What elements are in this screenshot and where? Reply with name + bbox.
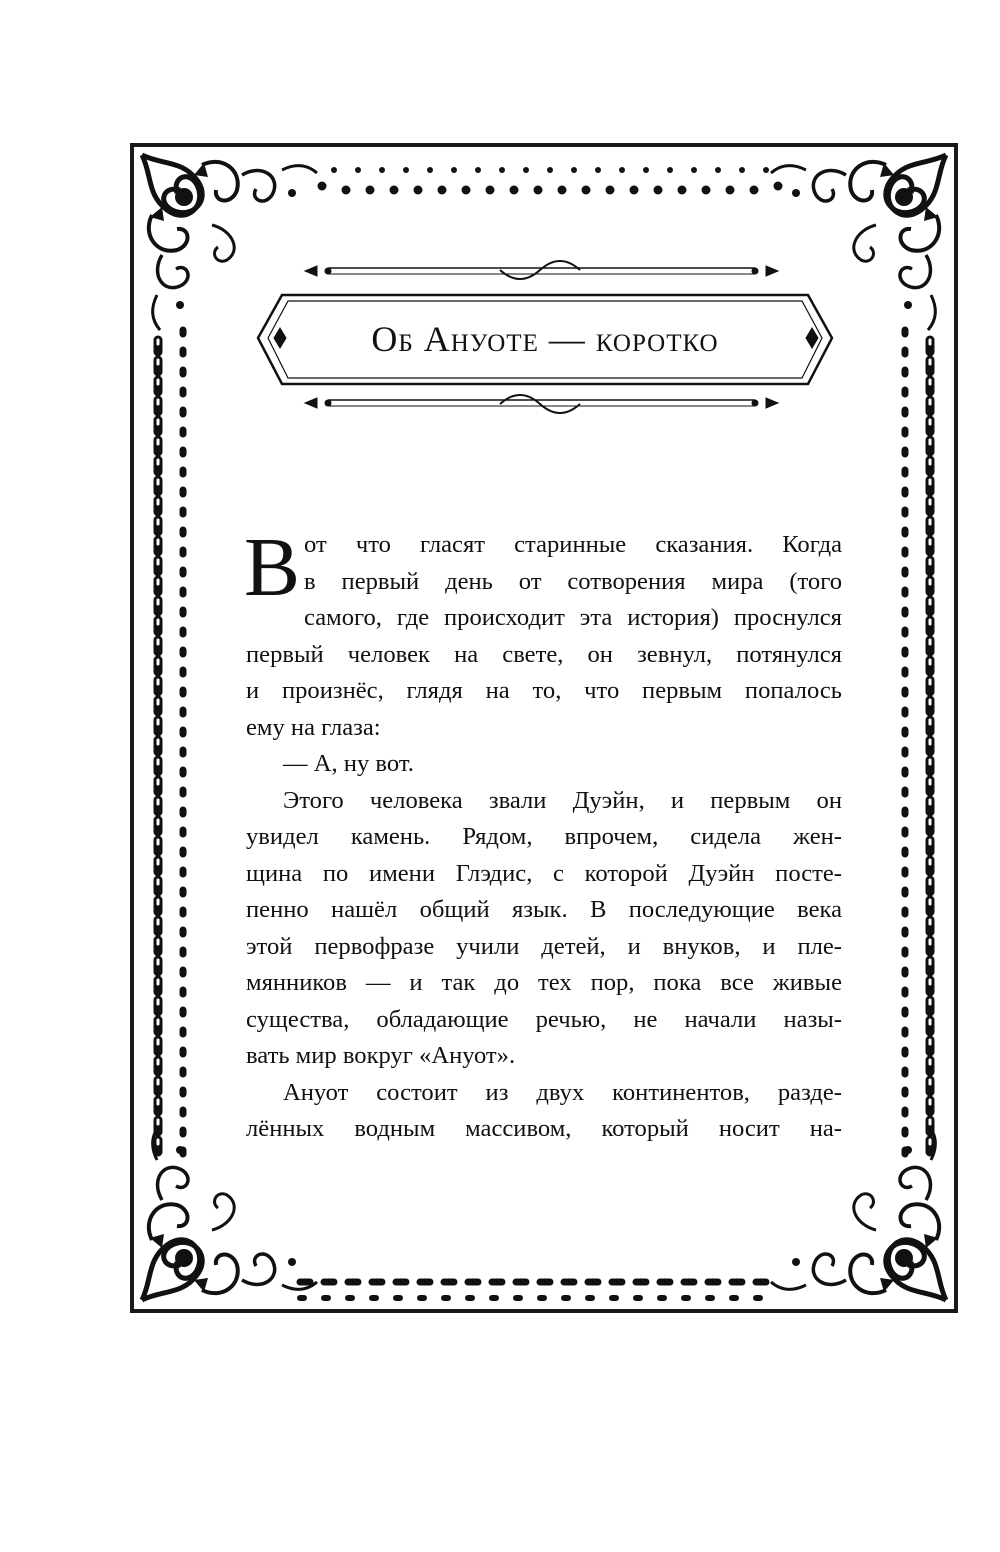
text-line: самого, где происходит эта история) проснулся xyxy=(304,604,842,631)
text-line: этой первофразе учили детей, и внуков, и пле- xyxy=(246,932,842,960)
paragraph-1 xyxy=(244,521,842,746)
body-text xyxy=(244,521,842,1148)
paragraph-3 xyxy=(246,783,842,1075)
text-line: и произнёс, глядя на то, что первым попалось xyxy=(246,677,842,704)
text-line: пенно нашёл общий язык. В последующие века xyxy=(246,896,842,923)
text-line: существа, обладающие речью, не начали назы- xyxy=(246,1005,842,1033)
drop-cap: В xyxy=(244,521,301,614)
text-line: мянников — и так до тех пор, пока все живые xyxy=(246,969,842,996)
text-line: Ануот состоит из двух континентов, разде- xyxy=(283,1078,842,1106)
top-dot-row xyxy=(318,167,783,195)
paragraph-4 xyxy=(246,1075,842,1148)
text-line: от что гласят старинные сказания. Когда xyxy=(304,531,842,558)
text-line: вать мир вокруг «Ануот». xyxy=(246,1042,516,1069)
text-line: Этого человека звали Дуэйн, и первым он xyxy=(283,786,842,814)
text-line: первый человек на свете, он зевнул, потянулся xyxy=(246,640,842,668)
text-line: в первый день от сотворения мира (того xyxy=(304,567,842,595)
text-line: щина по имени Глэдис, с которой Дуэйн посте- xyxy=(246,859,842,887)
paragraph-2 xyxy=(246,746,842,783)
text-line: увидел камень. Рядом, впрочем, сидела жен- xyxy=(246,823,842,850)
text-line: ему на глаза: xyxy=(246,713,381,741)
text-line: — А, ну вот. xyxy=(283,750,414,777)
bottom-chain-row xyxy=(300,1282,780,1298)
text-line: лённых водным массивом, который носит на- xyxy=(246,1115,842,1142)
page-title: Об Ануоте — коротко xyxy=(371,319,719,359)
title-box xyxy=(290,306,800,372)
